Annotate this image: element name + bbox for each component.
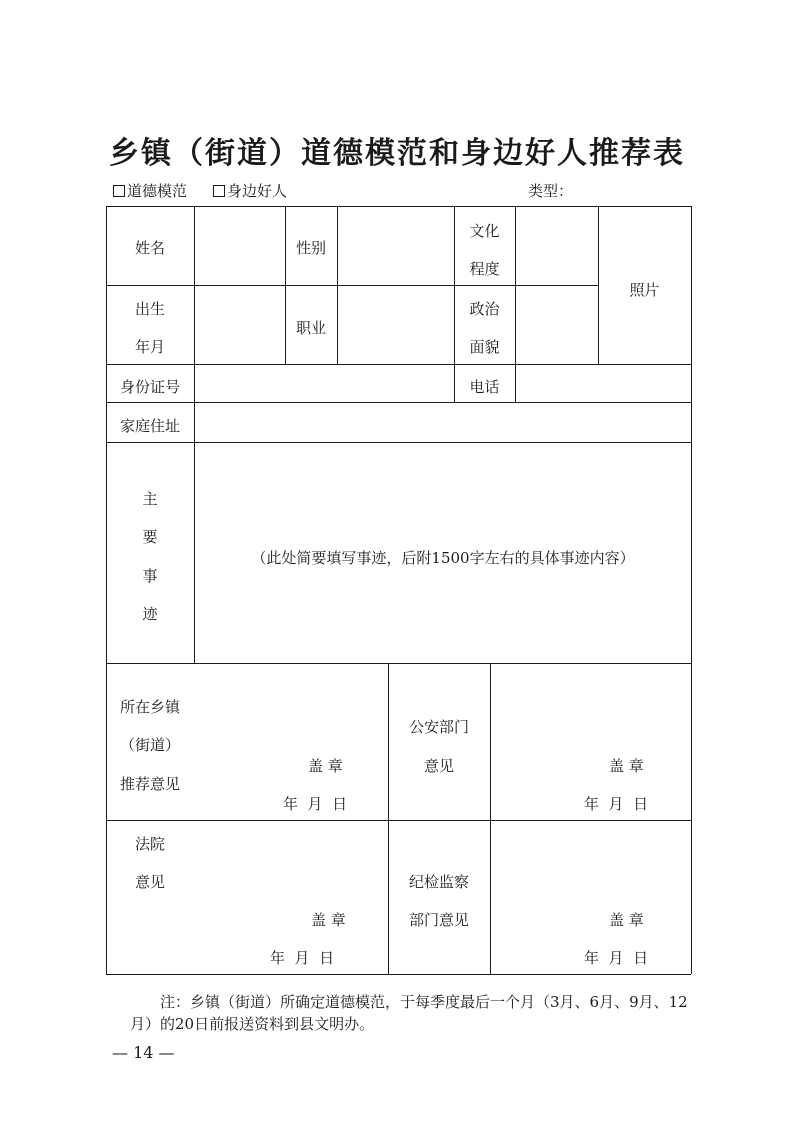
gender-label: 性别 [295, 239, 326, 257]
page-number: — 14 — [112, 1043, 175, 1062]
option-good-people[interactable] [213, 180, 287, 201]
type-label: 类型： [528, 182, 574, 200]
address-field[interactable] [195, 404, 691, 441]
occupation-field[interactable] [338, 290, 454, 360]
court-seal: 盖 章 [311, 911, 346, 929]
occupation-label: 职业 [295, 319, 326, 337]
table-line [106, 974, 691, 975]
township-opinion-line3: 推荐意见 [119, 775, 180, 793]
id-number-label: 身份证号 [119, 378, 180, 396]
education-field[interactable] [516, 215, 598, 284]
table-line [691, 206, 692, 974]
id-number-field[interactable] [195, 366, 454, 401]
photo-label: 照片 [629, 281, 660, 299]
deeds-hint[interactable]: （此处简要填写事迹，后附1500字左右的具体事迹内容） [251, 549, 635, 567]
discipline-opinion-line2: 部门意见 [408, 911, 469, 929]
option-moral-model[interactable] [113, 180, 187, 201]
phone-field[interactable] [516, 366, 691, 401]
table-line [490, 663, 491, 974]
name-label: 姓名 [134, 239, 165, 257]
table-line [106, 285, 598, 286]
political-label-line1: 政治 [469, 300, 500, 318]
deeds-label-2: 要 [142, 528, 158, 546]
table-line [106, 663, 691, 664]
political-field[interactable] [516, 290, 598, 360]
court-opinion-line1: 法院 [134, 835, 165, 853]
township-date: 年 月 日 [283, 795, 348, 813]
birth-label-line1: 出生 [134, 300, 165, 318]
checkbox-icon[interactable] [113, 185, 125, 197]
township-opinion-line2: （街道） [119, 736, 180, 754]
township-seal: 盖 章 [308, 757, 343, 775]
gender-field[interactable] [338, 215, 454, 284]
discipline-date: 年 月 日 [584, 949, 649, 967]
education-label-line1: 文化 [469, 222, 500, 240]
option-good-people-label: 身边好人 [227, 182, 288, 200]
table-line [285, 206, 286, 364]
discipline-opinion-line1: 纪检监察 [408, 873, 469, 891]
police-seal: 盖 章 [609, 757, 644, 775]
table-line [106, 206, 107, 974]
birth-field[interactable] [195, 290, 285, 360]
court-date: 年 月 日 [270, 949, 335, 967]
township-opinion-line1: 所在乡镇 [119, 698, 180, 716]
police-opinion-line2: 意见 [423, 757, 454, 775]
birth-label-line2: 年月 [134, 338, 165, 356]
police-date: 年 月 日 [584, 795, 649, 813]
deeds-label-1: 主 [142, 490, 158, 508]
political-label-line2: 面貌 [469, 338, 500, 356]
name-field[interactable] [195, 215, 285, 284]
table-line [106, 820, 691, 821]
education-label-line2: 程度 [469, 260, 500, 278]
address-label: 家庭住址 [119, 417, 180, 435]
phone-label: 电话 [469, 378, 500, 396]
checkbox-icon[interactable] [213, 185, 225, 197]
footnote: 注：乡镇（街道）所确定道德模范，于每季度最后一个月（3月、6月、9月、12月）的20日前报送资料到县文明办。 [130, 993, 688, 1033]
page-title: 乡镇（街道）道德模范和身边好人推荐表 [109, 136, 685, 171]
option-moral-model-label: 道德模范 [127, 182, 188, 200]
court-opinion-line2: 意见 [134, 873, 165, 891]
discipline-seal: 盖 章 [609, 911, 644, 929]
deeds-label-3: 事 [142, 567, 158, 585]
police-opinion-line1: 公安部门 [408, 718, 469, 736]
deeds-label-4: 迹 [142, 605, 158, 623]
